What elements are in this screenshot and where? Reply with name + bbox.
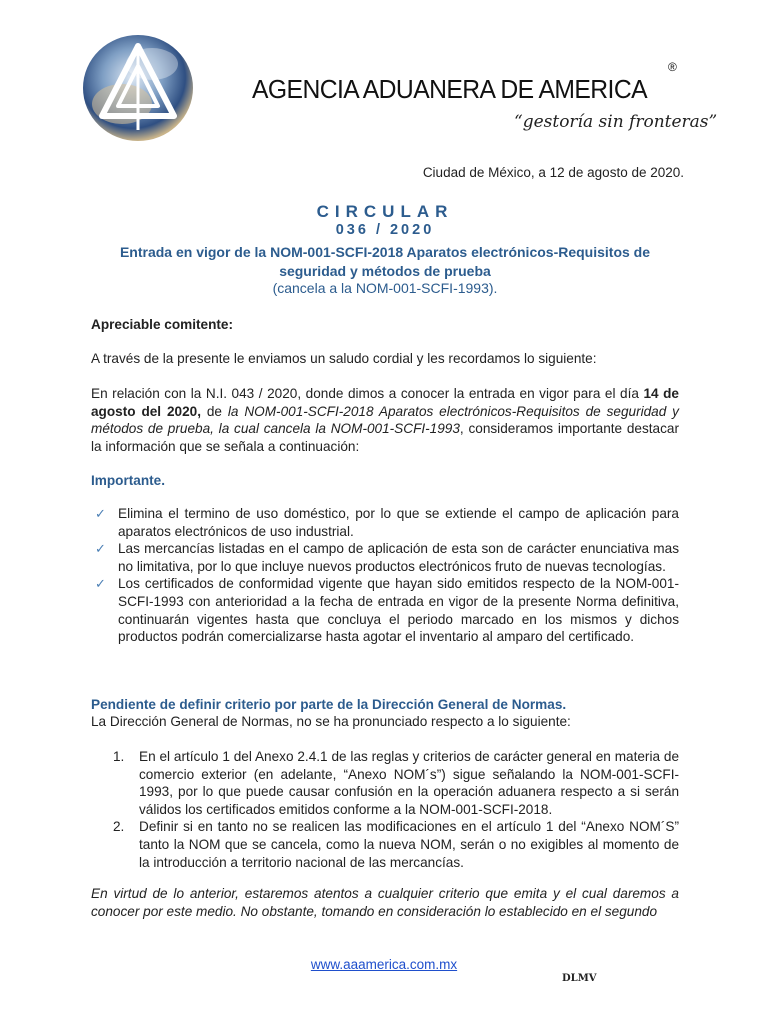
list-item-text: Definir si en tanto no se realicen las modificaciones en el artículo 1 del “Anexo NOM´S” tanto la NOM que se cancela, como la nueva NOM, serán o no exigibles al momento de la introducción a territorio nacional de las mercancías. xyxy=(139,819,679,870)
intro-paragraph: A través de la presente le enviamos un saludo cordial y les recordamos lo siguiente: xyxy=(91,351,597,366)
circular-title: Entrada en vigor de la NOM-001-SCFI-2018 Aparatos electrónicos-Requisitos de seguridad y métodos de prueba xyxy=(119,244,651,279)
company-slogan: “gestoría sin fronteras” xyxy=(514,112,718,132)
company-logo xyxy=(82,34,194,142)
para-text-a: En relación con la N.I. 043 / 2020, donde dimos a conocer la entrada en vigor para el día xyxy=(91,386,644,401)
important-list-container xyxy=(91,505,679,646)
closing-paragraph: En virtud de lo anterior, estaremos atentos a cualquier criterio que emita y el cual daremos a conocer por este medio. No obstante, tomando en consideración lo establecido en el segundo xyxy=(91,886,679,919)
list-item-text: Las mercancías listadas en el campo de aplicación de esta son de carácter enunciativa mas no limitativa, por lo que incluye nuevos productos electrónicos fruto de nuevas tecnologías. xyxy=(118,541,679,574)
circular-subtitle: (cancela a la NOM-001-SCFI-1993). xyxy=(272,280,498,296)
list-item-text: Elimina el termino de uso doméstico, por lo que se extiende el campo de aplicación para aparatos electrónicos de uso industrial. xyxy=(118,506,679,539)
circular-number: 036 / 2020 xyxy=(335,222,435,238)
date-line: Ciudad de México, a 12 de agosto de 2020. xyxy=(422,165,684,180)
important-list xyxy=(91,505,679,646)
pending-list-container xyxy=(91,748,679,871)
reference-paragraph xyxy=(91,385,679,455)
para-norm-name: la NOM-001-SCFI-2018 Aparatos electrónicos-Requisitos de seguridad y métodos de prueba, la cual cancela la NOM-001-SCFI-1993 xyxy=(91,403,679,437)
check-icon: ✓ xyxy=(95,541,106,557)
registered-mark: ® xyxy=(668,60,677,74)
list-item xyxy=(91,575,679,645)
author-initials: DLMV xyxy=(562,973,597,984)
list-item xyxy=(91,748,679,818)
para-date: 14 de agosto del 2020, xyxy=(91,386,679,419)
company-name: AGENCIA ADUANERA DE AMERICA xyxy=(252,74,648,104)
list-item-text: Los certificados de conformidad vigente que hayan sido emitidos respecto de la NOM-001-SCFI-1993 con anterioridad a la fecha de entrada en vigor de la presente Norma definitiva, continuarán vigentes hasta que concluya el periodo marcado en los mismos y dichos productos podrán comercializarse hasta agotar el inventario al amparo del certificado. xyxy=(118,576,679,645)
list-number: 1. xyxy=(113,749,125,764)
list-item xyxy=(91,540,679,575)
para-text-b: de xyxy=(200,403,228,419)
pending-heading: Pendiente de definir criterio por parte de la Dirección General de Normas. xyxy=(91,697,567,712)
pending-list xyxy=(91,748,679,871)
website-link[interactable]: www.aaamerica.com.mx xyxy=(310,957,458,972)
important-heading: Importante. xyxy=(91,473,166,488)
list-item xyxy=(91,818,679,871)
circular-label: CIRCULAR xyxy=(316,202,454,221)
para-text-c: , consideramos importante destacar la información que se señala a continuación: xyxy=(91,421,680,454)
pending-intro: La Dirección General de Normas, no se ha pronunciado respecto a lo siguiente: xyxy=(91,714,571,729)
list-item xyxy=(91,505,679,540)
list-number: 2. xyxy=(113,819,125,835)
check-icon: ✓ xyxy=(95,576,106,592)
greeting: Apreciable comitente: xyxy=(91,317,234,332)
list-item-text: En el artículo 1 del Anexo 2.4.1 de las reglas y criterios de carácter general en materia de comercio exterior (en adelante, “Anexo NOM´s”) sigue señalando la NOM-001-SCFI-1993, por lo que puede causar confusión en la operación aduanera respecto a si serán válidos los certificados emitidos conforme a la NOM-001-SCFI-2018. xyxy=(139,749,679,817)
check-icon: ✓ xyxy=(95,506,106,521)
